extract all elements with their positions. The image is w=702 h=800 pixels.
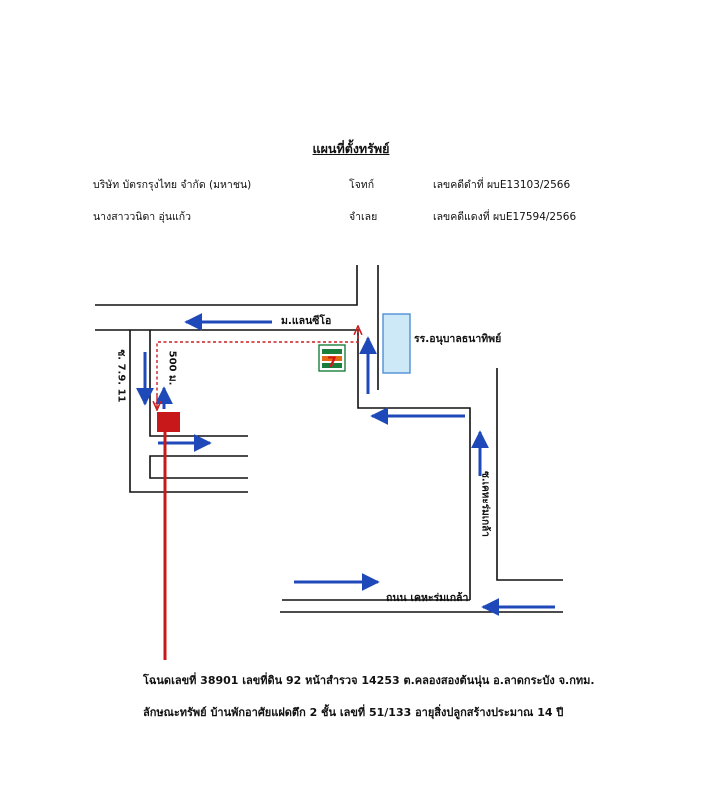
store-icon [319,345,345,371]
route-line [157,326,358,660]
direction-arrows [145,322,555,607]
school-building [383,314,410,373]
plaintiff-role: โจทก์ [349,179,375,191]
road-edge [497,368,563,580]
distance-label: 500 ม. [166,350,178,386]
village-label: ม.แลนซีโอ [281,315,332,327]
road-edge [130,330,248,492]
property-marker [157,412,180,432]
property-description: ลักษณะทรัพย์ บ้านพักอาศัยแฝดตึก 2 ชั้น เลขที่ 51/133 อายุสิ่งปลูกสร้างประมาณ 14 ปี [143,706,564,719]
black-case-number: เลขคดีดำที่ ผบE13103/2566 [433,179,571,191]
red-case-number: เลขคดีแดงที่ ผบE17594/2566 [433,211,577,223]
school-label: รร.อนุบาลธนาทิพย์ [414,333,502,345]
soi-label: ซ. 7.9. 11 [115,349,127,403]
plaintiff-name: บริษัท บัตรกรุงไทย จำกัด (มหาชน) [93,179,252,191]
khehasoi-label: ซ.เคหะร่มเกล้า [479,471,491,537]
road-edge [358,330,470,600]
defendant-name: นางสาววนิดา อุ่นแก้ว [93,211,192,223]
defendant-role: จำเลย [349,211,378,223]
page-title: แผนที่ตั้งทรัพย์ [312,141,390,156]
road-label: ถนน เคหะร่มเกล้า [386,592,469,604]
deed-info: โฉนดเลขที่ 38901 เลขที่ดิน 92 หน้าสำรวจ 14253 ต.คลองสองต้นนุ่น อ.ลาดกระบัง จ.กทม. [143,674,595,687]
road-edge [95,265,357,305]
svg-text:7: 7 [327,355,337,371]
